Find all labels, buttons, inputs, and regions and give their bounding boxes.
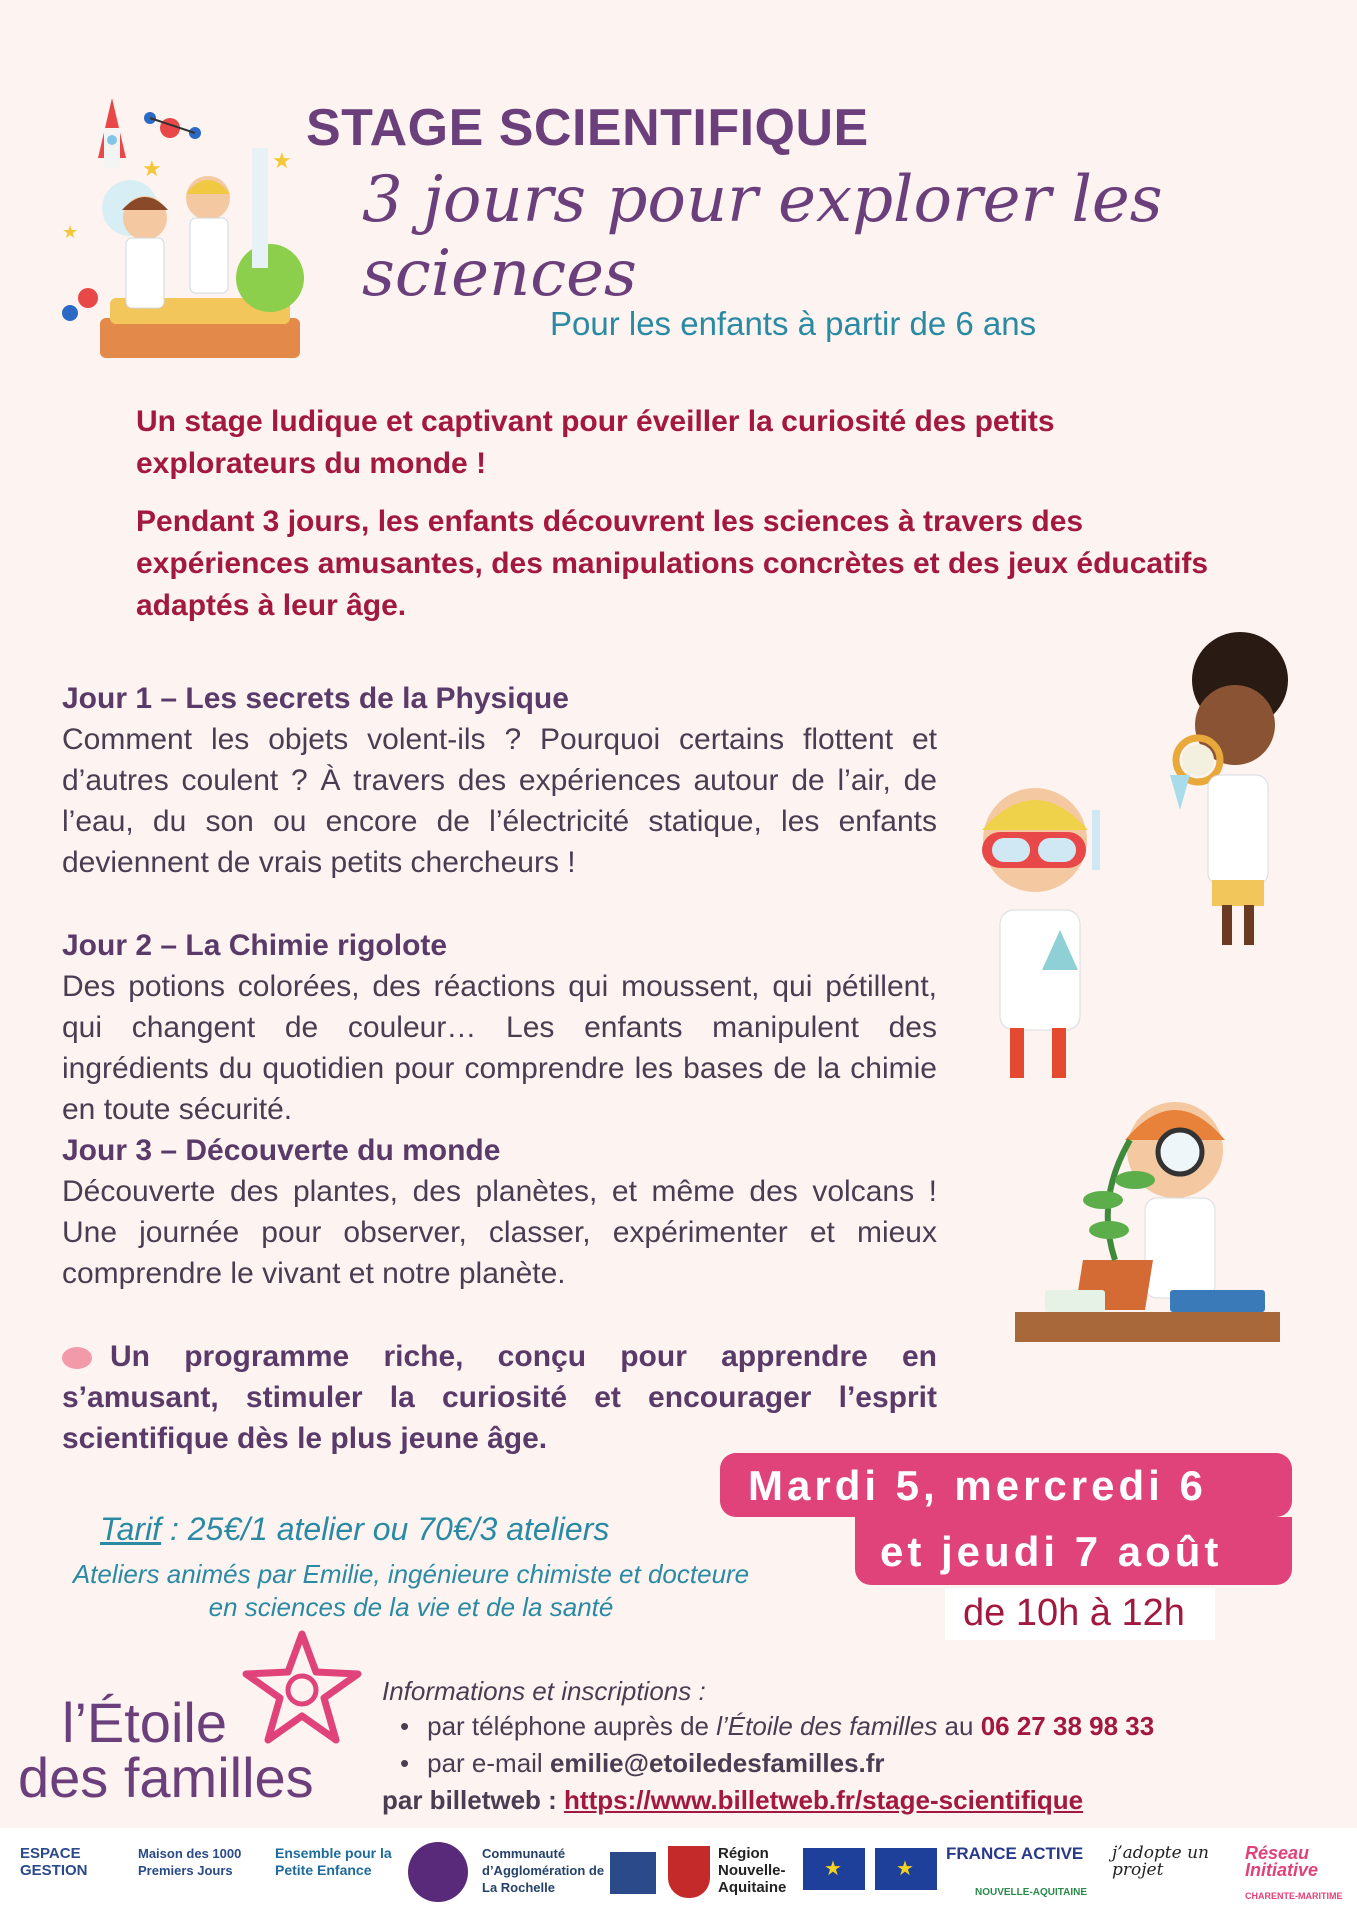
age-range: Pour les enfants à partir de 6 ans [550, 305, 1037, 342]
agglo-emblem-icon [610, 1852, 656, 1894]
pricing-label: Tarif [100, 1511, 162, 1547]
program-summary [62, 1336, 937, 1459]
science-kids-illustration [40, 88, 320, 378]
partner-adopte: j’adopte un projet [1112, 1843, 1210, 1880]
pricing-value: : 25€/1 atelier ou 70€/3 ateliers [161, 1511, 610, 1547]
program-text: Un programme riche, conçu pour apprendre en s’amusant, stimuler la curiosité et encourager l’esprit scientifique dès le plus jeune âge. [62, 1340, 937, 1455]
intro-paragraph-2: Pendant 3 jours, les enfants découvrent les sciences à travers des expériences amusantes, des manipulations concrètes et des jeux éducatifs adaptés à leur âge. [136, 505, 1209, 622]
phone-number[interactable]: 06 27 38 98 33 [980, 1711, 1155, 1741]
logo-text-line-2: des familles [18, 1746, 314, 1809]
hours: de 10h à 12h [963, 1592, 1185, 1634]
day-1-text: Comment les objets volent-ils ? Pourquoi certains flottent et d’autres coulent ? À travers des expériences autour de l’air, de l’eau, du son ou encore de l’électricité statique, les enfants deviennent de vrais petits chercheurs ! [62, 723, 937, 879]
info-title: Informations et inscriptions : [382, 1676, 706, 1706]
dates-line-1: Mardi 5, mercredi 6 [748, 1462, 1207, 1509]
info-web: par billetweb : https://www.billetweb.fr/stage-scientifique [382, 1785, 1084, 1815]
pricing [100, 1511, 609, 1548]
molecule-icon [144, 112, 201, 139]
page-subtitle: 3 jours pour explorer les sciences [362, 163, 1163, 311]
info-email: • par e-mail emilie@etoiledesfamilles.fr [400, 1748, 885, 1779]
svg-text:★: ★ [142, 156, 162, 181]
girl-with-plant-illustration [1005, 1080, 1285, 1365]
info-phone: • par téléphone auprès de l’Étoile des familles au 06 27 38 98 33 [400, 1711, 1154, 1742]
day-3-text: Découverte des plantes, des planètes, et même des volcans ! Une journée pour observer, classer, expérimenter et mieux comprendre le vivant et notre planète. [62, 1175, 937, 1290]
lien-social-badge-icon [408, 1842, 468, 1902]
day-2-section [62, 925, 937, 1130]
eu-flag-icon [875, 1848, 937, 1890]
day-1-title: Jour 1 – Les secrets de la Physique [62, 682, 569, 715]
partner-france-active: FRANCE ACTIVE [946, 1844, 1084, 1863]
logo-text-line-1: l’Étoile [62, 1691, 227, 1754]
boy-with-goggles-illustration [960, 770, 1130, 1090]
partner-ensemble: Ensemble pour la Petite Enfance [275, 1845, 392, 1878]
page-title: STAGE SCIENTIFIQUE [306, 99, 869, 157]
star-logo-icon [240, 1628, 365, 1748]
partner-reseau-sub: CHARENTE-MARITIME [1245, 1891, 1343, 1901]
intro-paragraph-1: Un stage ludique et captivant pour éveiller la curiosité des petits explorateurs du monde ! [136, 405, 1055, 480]
eu-flag-icon [803, 1848, 865, 1890]
girl-with-magnifier-illustration [1140, 625, 1310, 955]
billetweb-link[interactable]: https://www.billetweb.fr/stage-scientifique [564, 1785, 1084, 1815]
email-link[interactable]: emilie@etoiledesfamilles.fr [549, 1748, 885, 1778]
dates-line-2: et jeudi 7 août [880, 1528, 1223, 1575]
svg-text:★: ★ [62, 222, 79, 242]
day-3-title: Jour 3 – Découverte du monde [62, 1134, 501, 1167]
brain-icon [62, 1347, 92, 1369]
partner-maison-1000: Maison des 1000 Premiers Jours [138, 1846, 242, 1878]
day-2-text: Des potions colorées, des réactions qui moussent, qui pétillent, qui changent de couleur… Les enfants manipulent des ingrédients du quotidien pour comprendre les bases de la chimie en toute sécurité. [62, 970, 937, 1126]
day-3-section [62, 1130, 937, 1294]
partner-france-active-sub: NOUVELLE-AQUITAINE [975, 1887, 1088, 1898]
partner-region: Région Nouvelle-Aquitaine [718, 1845, 787, 1896]
day-1-section [62, 678, 937, 883]
region-shield-icon [668, 1846, 710, 1898]
facilitator-note: Ateliers animés par Emilie, ingénieure chimiste et docteure en sciences de la vie et de la santé [72, 1559, 750, 1622]
partner-espace-gestion: ESPACE GESTION [20, 1845, 88, 1879]
partner-reseau: Réseau Initiative [1245, 1843, 1319, 1880]
rocket-icon [98, 98, 126, 168]
svg-text:★: ★ [272, 148, 292, 173]
partner-la-rochelle: Communauté d’Agglomération de La Rochelle [482, 1846, 605, 1895]
day-2-title: Jour 2 – La Chimie rigolote [62, 929, 448, 962]
